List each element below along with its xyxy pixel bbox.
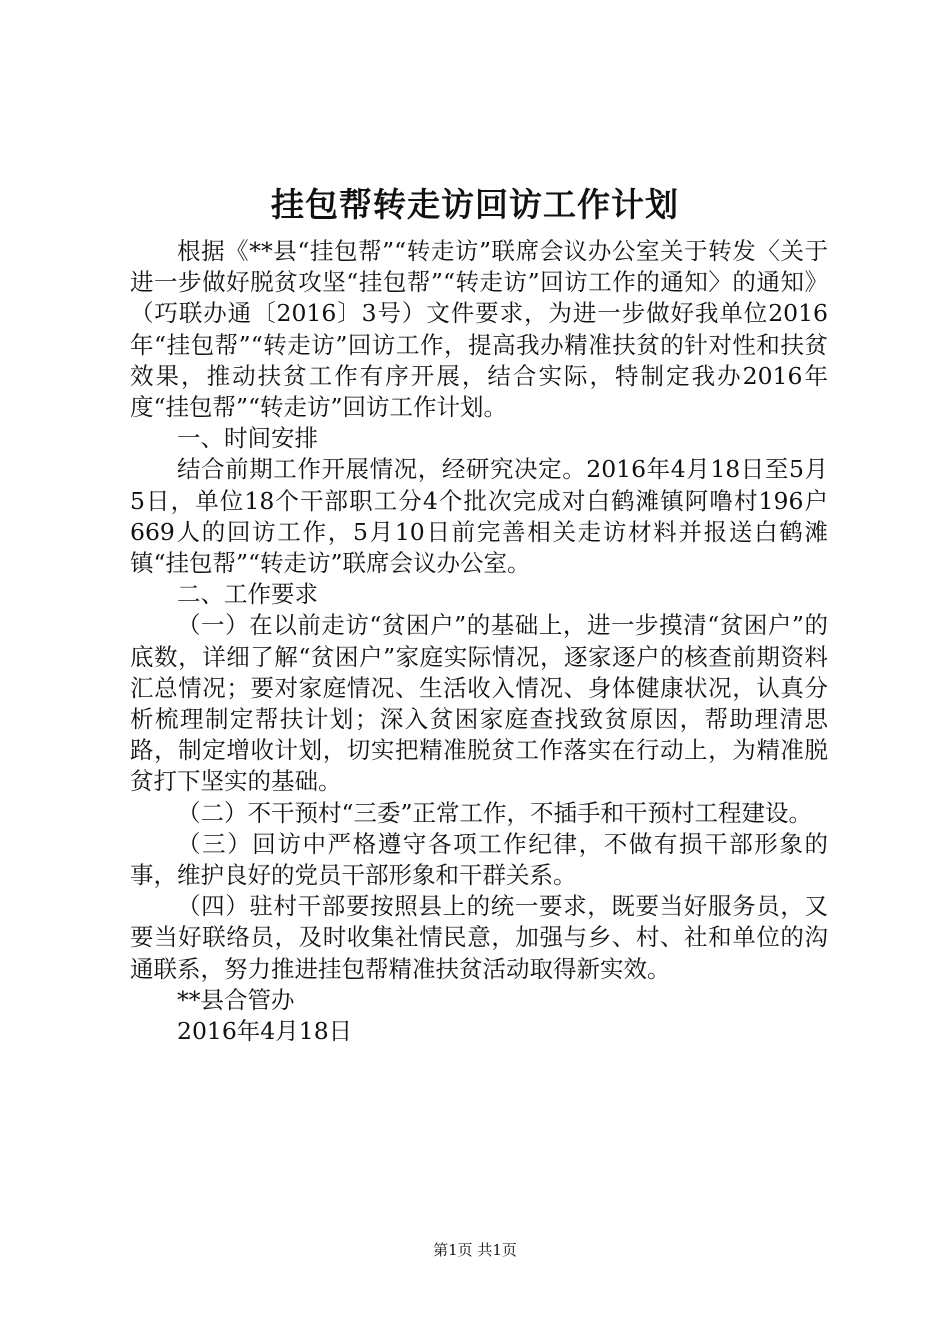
document-title: 挂包帮转走访回访工作计划 — [271, 185, 679, 224]
document-body — [130, 236, 828, 1047]
requirement-item-2: （二）不干预村“三委”正常工作，不插手和干预村工程建设。 — [177, 798, 813, 827]
section-heading-requirements: 二、工作要求 — [177, 580, 318, 609]
signature-organization: **县合管办 — [177, 985, 295, 1014]
section-heading-schedule: 一、时间安排 — [177, 424, 318, 453]
intro-paragraph: 根据《**县“挂包帮”“转走访”联席会议办公室关于转发〈关于进一步做好脱贫攻坚“挂包帮”“转走访”回访工作的通知〉的通知》（巧联办通〔2016〕3号）文件要求，为进一步做好我单位2016年“挂包帮”“转走访”回访工作，提高我办精准扶贫的针对性和扶贫效果，推动扶贫工作有序开展，结合实际，特制定我办2016年度“挂包帮”“转走访”回访工作计划。 — [130, 237, 828, 422]
requirement-item-1: （一）在以前走访“贫困户”的基础上，进一步摸清“贫困户”的底数，详细了解“贫困户”家庭实际情况，逐家逐户的核查前期资料汇总情况；要对家庭情况、生活收入情况、身体健康状况，认真分析梳理制定帮扶计划；深入贫困家庭查找致贫原因，帮助理清思路，制定增收计划，切实把精准脱贫工作落实在行动上，为精准脱贫打下坚实的基础。 — [130, 611, 828, 796]
schedule-paragraph: 结合前期工作开展情况，经研究决定。2016年4月18日至5月5日，单位18个干部职工分4个批次完成对白鹤滩镇阿噜村196户669人的回访工作，5月10日前完善相关走访材料并报送白鹤滩镇“挂包帮”“转走访”联席会议办公室。 — [130, 455, 828, 578]
page-number-footer: 第1页 共1页 — [433, 1241, 517, 1259]
requirement-item-4: （四）驻村干部要按照县上的统一要求，既要当好服务员，又要当好联络员，及时收集社情民意，加强与乡、村、社和单位的沟通联系，努力推进挂包帮精准扶贫活动取得新实效。 — [130, 892, 828, 983]
requirement-item-3: （三）回访中严格遵守各项工作纪律，不做有损干部形象的事，维护良好的党员干部形象和干群关系。 — [130, 829, 828, 890]
signature-date: 2016年4月18日 — [177, 1017, 353, 1046]
